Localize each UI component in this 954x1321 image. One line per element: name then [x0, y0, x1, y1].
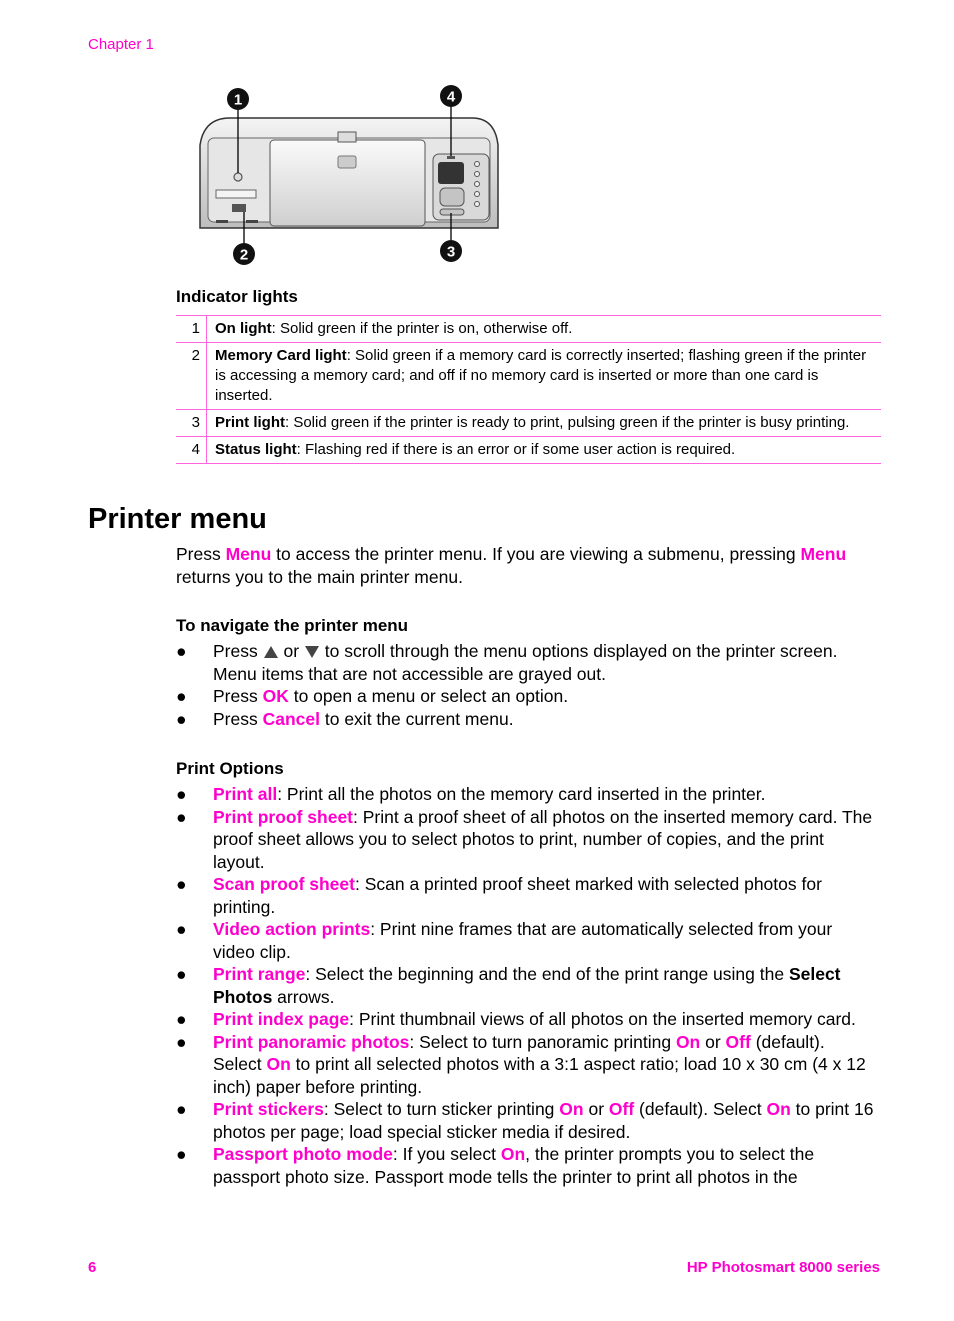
printer-menu-title: Printer menu	[88, 503, 267, 535]
row-number: 1	[176, 316, 207, 343]
row-text	[207, 437, 882, 464]
row-text	[207, 316, 882, 343]
svg-text:4: 4	[446, 88, 456, 106]
option-name: Scan proof sheet	[213, 874, 355, 894]
print-options-list	[176, 783, 876, 1188]
product-name: HP Photosmart 8000 series	[686, 1259, 880, 1276]
callout-2	[233, 243, 255, 265]
list-item: ● Print range: Select the beginning and the end of the print range using the Select Photos arrows.	[176, 964, 841, 1007]
list-item: ● Print proof sheet: Print a proof sheet of all photos on the inserted memory card. The proof sheet allows you to select photos to print, number of copies, and the print layout.	[176, 806, 873, 872]
chapter-label: Chapter 1	[88, 36, 154, 53]
indicator-lights-heading: Indicator lights	[176, 287, 298, 306]
table-row	[176, 437, 881, 464]
row-number: 2	[176, 343, 207, 410]
list-item: ● Press OK to open a menu or select an option.	[176, 686, 569, 706]
option-name: Passport photo mode	[213, 1144, 393, 1164]
row-desc: : Solid green if the printer is on, otherwise off.	[271, 320, 573, 337]
list-item: ● Passport photo mode: If you select On, the printer prompts you to select the passport photo size. Passport mode tells the printer to print all photos in the	[176, 1144, 815, 1187]
table-row	[176, 410, 881, 437]
option-name: Video action prints	[213, 919, 371, 939]
list-item: ● Video action prints: Print nine frames that are automatically selected from your video clip.	[176, 919, 833, 962]
option-name: Print proof sheet	[213, 806, 354, 827]
page-number: 6	[88, 1259, 97, 1276]
option-name: Print all	[213, 784, 278, 804]
printer-menu-intro: Press Menu to access the printer menu. If you are viewing a submenu, pressing Menu returns you to the main printer menu.	[176, 544, 847, 587]
svg-text:1: 1	[233, 91, 243, 109]
print-options-heading: Print Options	[176, 759, 284, 778]
svg-text:2: 2	[239, 246, 249, 264]
down-arrow-icon	[304, 645, 320, 659]
callout-4	[440, 85, 462, 107]
navigate-list	[176, 640, 876, 730]
list-item: ● Print index page: Print thumbnail views of all photos on the inserted memory card.	[176, 1009, 856, 1029]
cancel-key: Cancel	[262, 708, 320, 729]
callout-3	[440, 240, 462, 262]
table-row	[176, 343, 881, 410]
list-item: ● Print panoramic photos: Select to turn panoramic printing On or Off (default). Select On to print all selected photos with a 3:1 aspect ratio; load 10 x 30 cm (4 x 12 inch) paper before printing.	[176, 1031, 866, 1097]
list-item: ● Press or to scroll through the menu options displayed on the printer screen. Menu items that are not accessible are grayed out.	[176, 641, 838, 684]
list-item: ● Print all: Print all the photos on the memory card inserted in the printer.	[176, 784, 766, 804]
menu-key: Menu	[225, 544, 272, 564]
row-term: Status light	[215, 441, 297, 458]
list-item: ● Press Cancel to exit the current menu.	[176, 708, 514, 729]
row-text	[207, 410, 882, 437]
row-text	[207, 343, 882, 410]
printer-illustration	[190, 80, 510, 270]
table-row	[176, 316, 881, 343]
navigate-heading: To navigate the printer menu	[176, 616, 409, 635]
menu-key: Menu	[800, 544, 847, 564]
row-term: On light	[215, 320, 272, 337]
svg-text:3: 3	[446, 243, 456, 261]
row-number: 4	[176, 437, 207, 464]
option-name: Print panoramic photos	[213, 1031, 410, 1052]
row-desc: : Solid green if a memory card is correctly inserted; flashing green if the printer is accessing a memory card; and off if no memory card is inserted or more than one card is inserted.	[215, 347, 867, 404]
list-item: ● Scan proof sheet: Scan a printed proof sheet marked with selected photos for printing.	[176, 874, 822, 917]
option-name: Print stickers	[213, 1099, 324, 1119]
option-name: Print index page	[213, 1009, 350, 1029]
row-term: Print light	[215, 414, 285, 431]
row-desc: : Flashing red if there is an error or if some user action is required.	[296, 441, 736, 458]
row-term: Memory Card light	[215, 347, 347, 364]
up-arrow-icon	[263, 645, 279, 659]
indicator-lights-table	[176, 315, 881, 464]
option-name: Print range	[213, 964, 306, 984]
row-number: 3	[176, 410, 207, 437]
callout-1	[227, 88, 249, 110]
row-desc: : Solid green if the printer is ready to print, pulsing green if the printer is busy printing.	[285, 414, 850, 431]
list-item: ● Print stickers: Select to turn sticker printing On or Off (default). Select On to print 16 photos per page; load special sticker media if desired.	[176, 1099, 874, 1142]
ok-key: OK	[262, 686, 289, 706]
